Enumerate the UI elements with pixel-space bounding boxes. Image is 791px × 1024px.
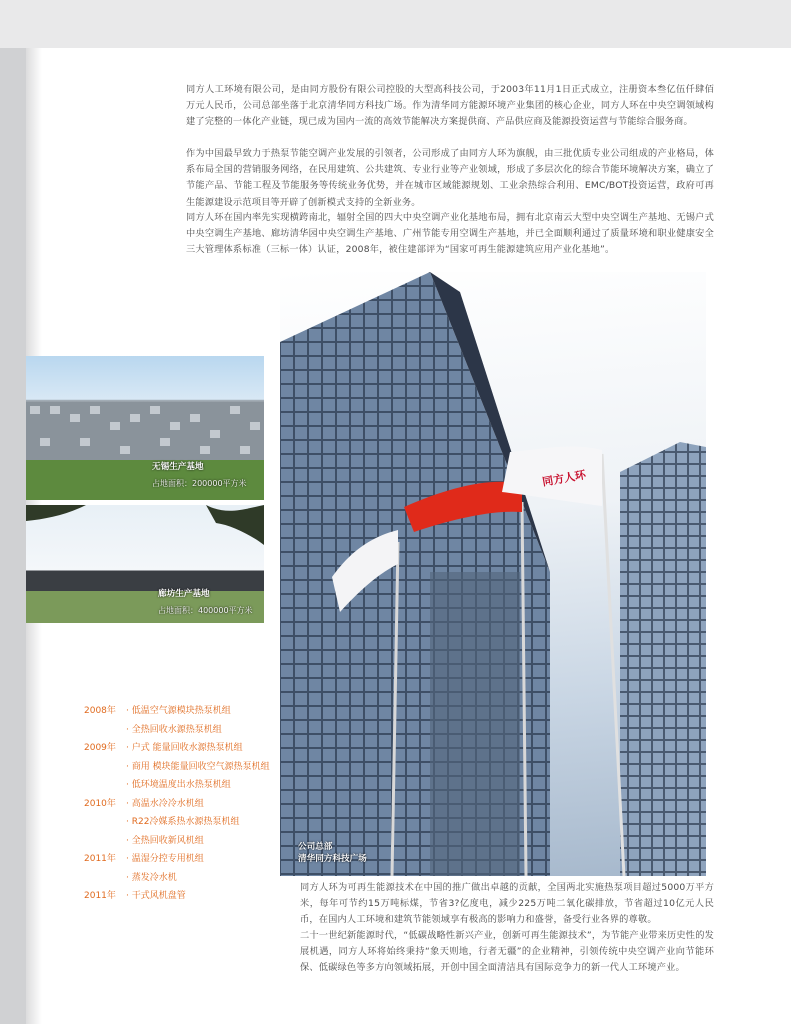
flag-logo-text: 同方人环: [541, 468, 587, 489]
timeline-item: · R22冷媒系热水源热泵机组: [126, 817, 240, 827]
book-spine: [0, 48, 26, 1024]
wuxi-base-photo: [26, 356, 264, 500]
timeline-item: · 商用 模块能量回收空气源热泵机组: [126, 761, 270, 772]
timeline-row: [84, 887, 284, 906]
production-base-paragraph: 同方人环在国内率先实现横跨南北，辐射全国的四大中央空调产业化基地布局，拥有北京南云大型中央空调生产基地、无锡户式中央空调生产基地、廊坊清华园中央空调生产基地、广州节能专用空调生产基地，并已全面顺利通过了质量环境和职业健康安全三大管理体系标准（三标一体）认证，2008年，被住建部评为“国家可再生能源建筑应用产业化基地”。: [186, 212, 714, 256]
timeline-year: 2011年: [84, 891, 116, 901]
timeline-row: [84, 702, 284, 721]
timeline-row: [84, 739, 284, 758]
timeline-year: 2011年: [84, 854, 116, 864]
timeline-row: [84, 869, 284, 888]
timeline-year: 2010年: [84, 798, 116, 809]
timeline-item: · 全热回收水源热泵机组: [126, 724, 222, 735]
intro-paragraph: 同方人工环境有限公司，是由同方股份有限公司控股的大型高科技公司，于2003年11月1日正式成立，注册资本叁亿伍仟肆佰万元人民币，公司总部坐落于北京清华同方科技广场。作为清华同方能源环境产业集团的核心企业，同方人环在中央空调领域构建了完整的一体化产业链，现已成为国内一流的高效节能解决方案提供商、产品供应商及能源投资运营与节能综合服务商。: [186, 84, 714, 128]
timeline-row: [84, 758, 284, 777]
timeline-item: · 温湿分控专用机组: [126, 854, 204, 864]
wuxi-base-area: 占地面积：200000平方米: [152, 479, 247, 488]
timeline-row: [84, 850, 284, 869]
outlook-paragraph: 二十一世纪新能源时代，“低碳战略性新兴产业，创新可再生能源技术”，为节能产业带来历史性的发展机遇，同方人环将始终秉持“象天则地，行者无疆”的企业精神，引领传统中央空调产业向节能环保、低碳绿色等多方向领域拓展，开创中国全面清洁具有国际竞争力的新一代人工环境产业。: [300, 930, 714, 974]
timeline-row: [84, 721, 284, 740]
headquarters-building-graphic: [280, 272, 706, 876]
contribution-paragraph: 同方人环为可再生能源技术在中国的推广做出卓越的贡献，全国两北实施热泵项目超过5000万平方米，每年可节约15万吨标煤，节省3?亿度电，减少225万吨二氧化碳排放，节省超过10亿元人民币，在国内人工环境和建筑节能领域享有极高的影响力和盛誉，备受行业各界的尊敬。: [300, 882, 714, 926]
timeline-item: · 蒸发冷水机: [126, 872, 177, 883]
timeline-row: [84, 832, 284, 851]
timeline-row: [84, 795, 284, 814]
timeline-item: · 全热回收新风机组: [126, 835, 204, 846]
timeline-row: [84, 776, 284, 795]
industry-paragraph: 作为中国最早致力于热泵节能空调产业发展的引领者，公司形成了由同方人环为旗舰，由三批优质专业公司组成的产业格局，体系布局全国的营销服务网络，在民用建筑、公共建筑、专业行业等产业领域，形成了多层次化的综合节能环境解决方案，确立了节能产品、节能工程及节能服务等传统业务优势，并在城市区域能源规划、工业余热综合利用、EMC/BOT投资运营，政府可再生能源建设示范项目等开辟了创新模式支持的全新业务。: [186, 148, 714, 208]
headquarters-title: 公司总部: [298, 842, 333, 852]
langfang-base-photo: [26, 505, 264, 623]
headquarters-subtitle: 清华同方科技广场: [298, 854, 367, 864]
timeline-item: · 干式风机盘管: [126, 891, 186, 901]
timeline-item: · 低温空气源模块热泵机组: [126, 706, 231, 716]
timeline-year: 2008年: [84, 706, 116, 716]
product-timeline: [84, 702, 284, 906]
timeline-row: [84, 813, 284, 832]
timeline-item: · 户式 能量回收水源热泵机组: [126, 743, 243, 753]
timeline-item: · 高温水冷冷水机组: [126, 798, 204, 809]
langfang-base-title: 廊坊生产基地: [158, 589, 210, 599]
wuxi-base-title: 无锡生产基地: [152, 462, 204, 472]
langfang-base-area: 占地面积：400000平方米: [158, 606, 253, 615]
headquarters-photo: [280, 272, 706, 876]
timeline-year: 2009年: [84, 743, 116, 753]
scan-margin-top: [0, 0, 791, 48]
timeline-item: · 低环境温度出水热泵机组: [126, 780, 231, 790]
